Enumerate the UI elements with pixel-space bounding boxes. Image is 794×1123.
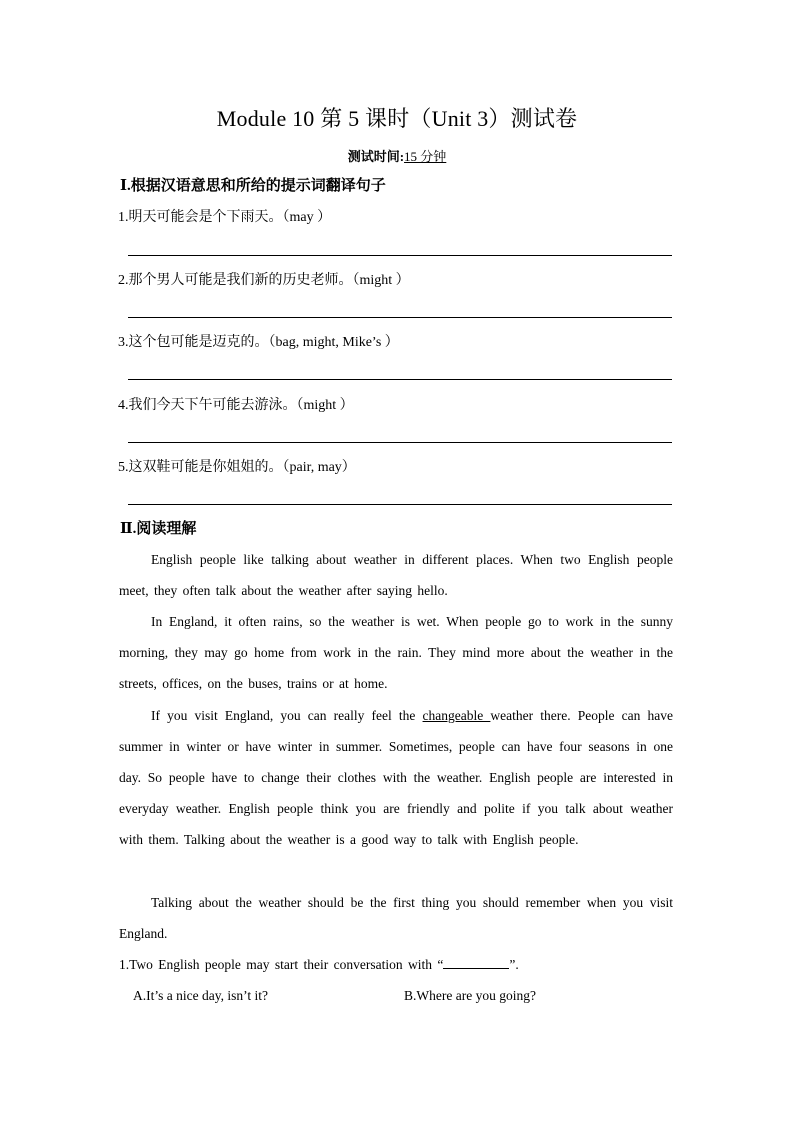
- reading-paragraph-3: [119, 700, 673, 855]
- translation-question-3: 3.这个包可能是迈克的。（bag, might, Mike’s ）: [118, 335, 399, 350]
- section2-heading: Ⅱ.阅读理解: [120, 521, 197, 537]
- answer-line-1[interactable]: [128, 255, 672, 256]
- answer-line-2[interactable]: [128, 317, 672, 318]
- answer-line-5[interactable]: [128, 504, 672, 505]
- question-1-blank[interactable]: [443, 954, 509, 969]
- paragraph-1-text: English people like talking about weather in different places. When two English people meet, they often talk about the weather after saying hello.: [119, 552, 673, 599]
- paragraph-4-text: Talking about the weather should be the first thing you should remember when you visit England.: [119, 895, 673, 942]
- translation-question-1: 1.明天可能会是个下雨天。（may ）: [118, 210, 332, 225]
- answer-line-3[interactable]: [128, 379, 672, 380]
- underlined-word: changeable: [422, 708, 491, 723]
- test-time: [0, 146, 794, 165]
- paragraph-3-text-end: weather there. People can have summer in winter or have winter in summer. Sometimes, people can have four seasons in one day. So people have to change their clothes with the weather. English people are interested in everyday weather. English people think you are friendly and polite if you talk about weather with them. Talking about the weather is a good way to talk with English people.: [119, 708, 673, 848]
- reading-question-1: [119, 949, 673, 980]
- reading-paragraph-4: [119, 887, 673, 949]
- paragraph-2-text: In England, it often rains, so the weather is wet. When people go to work in the sunny morning, they may go home from work in the rain. They mind more about the weather in the streets, offices, on the buses, trains or at home.: [119, 614, 673, 692]
- question-1-stem: 1.Two English people may start their conversation with “: [119, 957, 444, 972]
- reading-paragraph-1: [119, 544, 673, 606]
- reading-paragraph-2: [119, 606, 673, 699]
- paragraph-3-text-start: If you visit England, you can really feel the: [151, 708, 423, 723]
- test-time-label: 测试时间:: [347, 149, 405, 164]
- answer-line-4[interactable]: [128, 442, 672, 443]
- translation-question-4: 4.我们今天下午可能去游泳。（might ）: [118, 398, 354, 413]
- page-title: Module 10 第 5 课时（Unit 3）测试卷: [216, 106, 578, 131]
- option-b[interactable]: B.Where are you going?: [404, 988, 536, 1003]
- translation-question-5: 5.这双鞋可能是你姐姐的。（pair, may）: [118, 460, 356, 475]
- question-1-stem-end: ”.: [509, 957, 519, 972]
- section1-heading: Ⅰ.根据汉语意思和所给的提示词翻译句子: [120, 178, 386, 194]
- option-a[interactable]: A.It’s a nice day, isn’t it?: [133, 988, 268, 1003]
- translation-question-2: 2.那个男人可能是我们新的历史老师。（might ）: [118, 273, 410, 288]
- test-time-value: 15 分钟: [404, 149, 447, 164]
